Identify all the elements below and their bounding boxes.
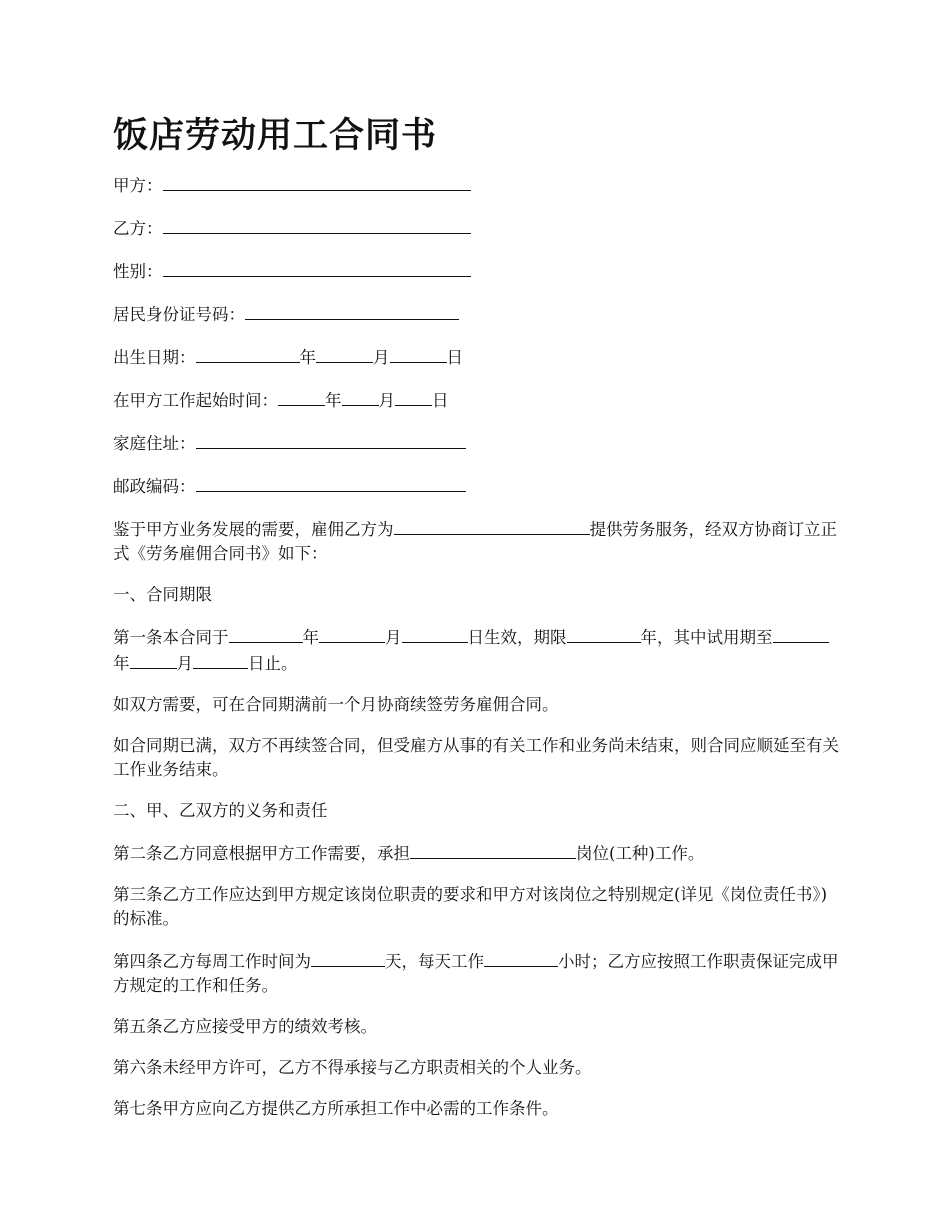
gender-line xyxy=(113,258,843,284)
article1-start-day-blank xyxy=(402,624,468,643)
article1-start-month-blank xyxy=(319,624,385,643)
start-day-blank xyxy=(395,387,432,406)
party-a-label: 甲方： xyxy=(113,176,163,195)
article4-hours-blank xyxy=(484,948,558,967)
article1-paragraph xyxy=(113,624,843,676)
article6-paragraph: 第六条未经甲方许可，乙方不得承接与乙方职责相关的个人业务。 xyxy=(113,1058,592,1077)
id-number-label: 居民身份证号码： xyxy=(113,305,245,324)
postal-code-label: 邮政编码： xyxy=(113,477,196,496)
address-label: 家庭住址： xyxy=(113,434,196,453)
birth-date-label: 出生日期： xyxy=(113,348,196,367)
id-number-line xyxy=(113,301,843,327)
article1-term-blank xyxy=(567,624,641,643)
article1-month-unit: 月 xyxy=(385,628,402,647)
article1-start-year-blank xyxy=(229,624,303,643)
article1-year-unit: 年 xyxy=(302,628,319,647)
article1-text-4: 日止。 xyxy=(248,654,298,673)
section2-heading: 二、甲、乙双方的义务和责任 xyxy=(113,801,328,820)
party-b-blank xyxy=(163,215,471,234)
birth-month-unit: 月 xyxy=(373,348,390,367)
section1-heading: 一、合同期限 xyxy=(113,585,212,604)
preamble-paragraph xyxy=(113,516,843,566)
article5-paragraph: 第五条乙方应接受甲方的绩效考核。 xyxy=(113,1017,377,1036)
article2-position-blank xyxy=(410,840,576,859)
party-a-blank xyxy=(163,172,471,191)
start-date-label: 在甲方工作起始时间： xyxy=(113,391,278,410)
preamble-text-1: 鉴于甲方业务发展的需要，雇佣乙方为 xyxy=(113,520,394,539)
preamble-text-2: 提供劳务服务，经双方协商订立正式《劳务雇佣合同书》如下： xyxy=(113,520,837,563)
article1-trial-day-blank xyxy=(193,650,248,669)
party-b-label: 乙方： xyxy=(113,219,163,238)
article4-days-blank xyxy=(311,948,385,967)
birth-day-unit: 日 xyxy=(446,348,463,367)
start-year-blank xyxy=(278,387,325,406)
article4-text-3: 小时；乙方应按照工作职责保证完成甲方规定的工作和任务。 xyxy=(113,952,839,995)
address-blank xyxy=(196,430,466,449)
postal-code-blank xyxy=(196,473,466,492)
start-month-unit: 月 xyxy=(378,391,395,410)
article4-text-1: 第四条乙方每周工作时间为 xyxy=(113,952,311,971)
article3-paragraph: 第三条乙方工作应达到甲方规定该岗位职责的要求和甲方对该岗位之特别规定(详见《岗位责任书》)的标准。 xyxy=(113,885,828,928)
birth-date-line xyxy=(113,344,843,370)
gender-label: 性别： xyxy=(113,262,163,281)
start-date-line xyxy=(113,387,843,413)
article1-trial-year-blank xyxy=(773,624,829,643)
birth-day-blank xyxy=(390,344,447,363)
article2-paragraph xyxy=(113,840,843,866)
article1-trial-year-unit: 年 xyxy=(113,654,130,673)
article1-text-2: 日生效，期限 xyxy=(467,628,567,647)
preamble-blank xyxy=(394,516,590,535)
address-line xyxy=(113,430,843,456)
article7-paragraph: 第七条甲方应向乙方提供乙方所承担工作中必需的工作条件。 xyxy=(113,1099,559,1118)
article1-trial-month-unit: 月 xyxy=(176,654,193,673)
article1-text-3: 年，其中试用期至 xyxy=(640,628,773,647)
birth-month-blank xyxy=(316,344,373,363)
article2-text-1: 第二条乙方同意根据甲方工作需要，承担 xyxy=(113,844,410,863)
start-day-unit: 日 xyxy=(432,391,449,410)
birth-year-unit: 年 xyxy=(299,348,316,367)
gender-blank xyxy=(163,258,471,277)
start-year-unit: 年 xyxy=(325,391,342,410)
article4-paragraph xyxy=(113,948,843,998)
party-b-line xyxy=(113,215,843,241)
party-a-line xyxy=(113,172,843,198)
postal-code-line xyxy=(113,473,843,499)
article4-text-2: 天，每天工作 xyxy=(385,952,484,971)
birth-year-blank xyxy=(196,344,300,363)
extension-paragraph: 如合同期已满，双方不再续签合同，但受雇方从事的有关工作和业务尚未结束，则合同应顺延至有关工作业务结束。 xyxy=(113,736,839,779)
start-month-blank xyxy=(342,387,379,406)
article2-text-2: 岗位(工种)工作。 xyxy=(576,844,705,863)
contract-page xyxy=(113,108,843,1138)
document-title: 饭店劳动用工合同书 xyxy=(113,116,438,156)
id-number-blank xyxy=(245,301,459,320)
article1-trial-month-blank xyxy=(130,650,177,669)
article1-text-1: 第一条本合同于 xyxy=(113,628,229,647)
renewal-paragraph: 如双方需要，可在合同期满前一个月协商续签劳务雇佣合同。 xyxy=(113,695,559,714)
